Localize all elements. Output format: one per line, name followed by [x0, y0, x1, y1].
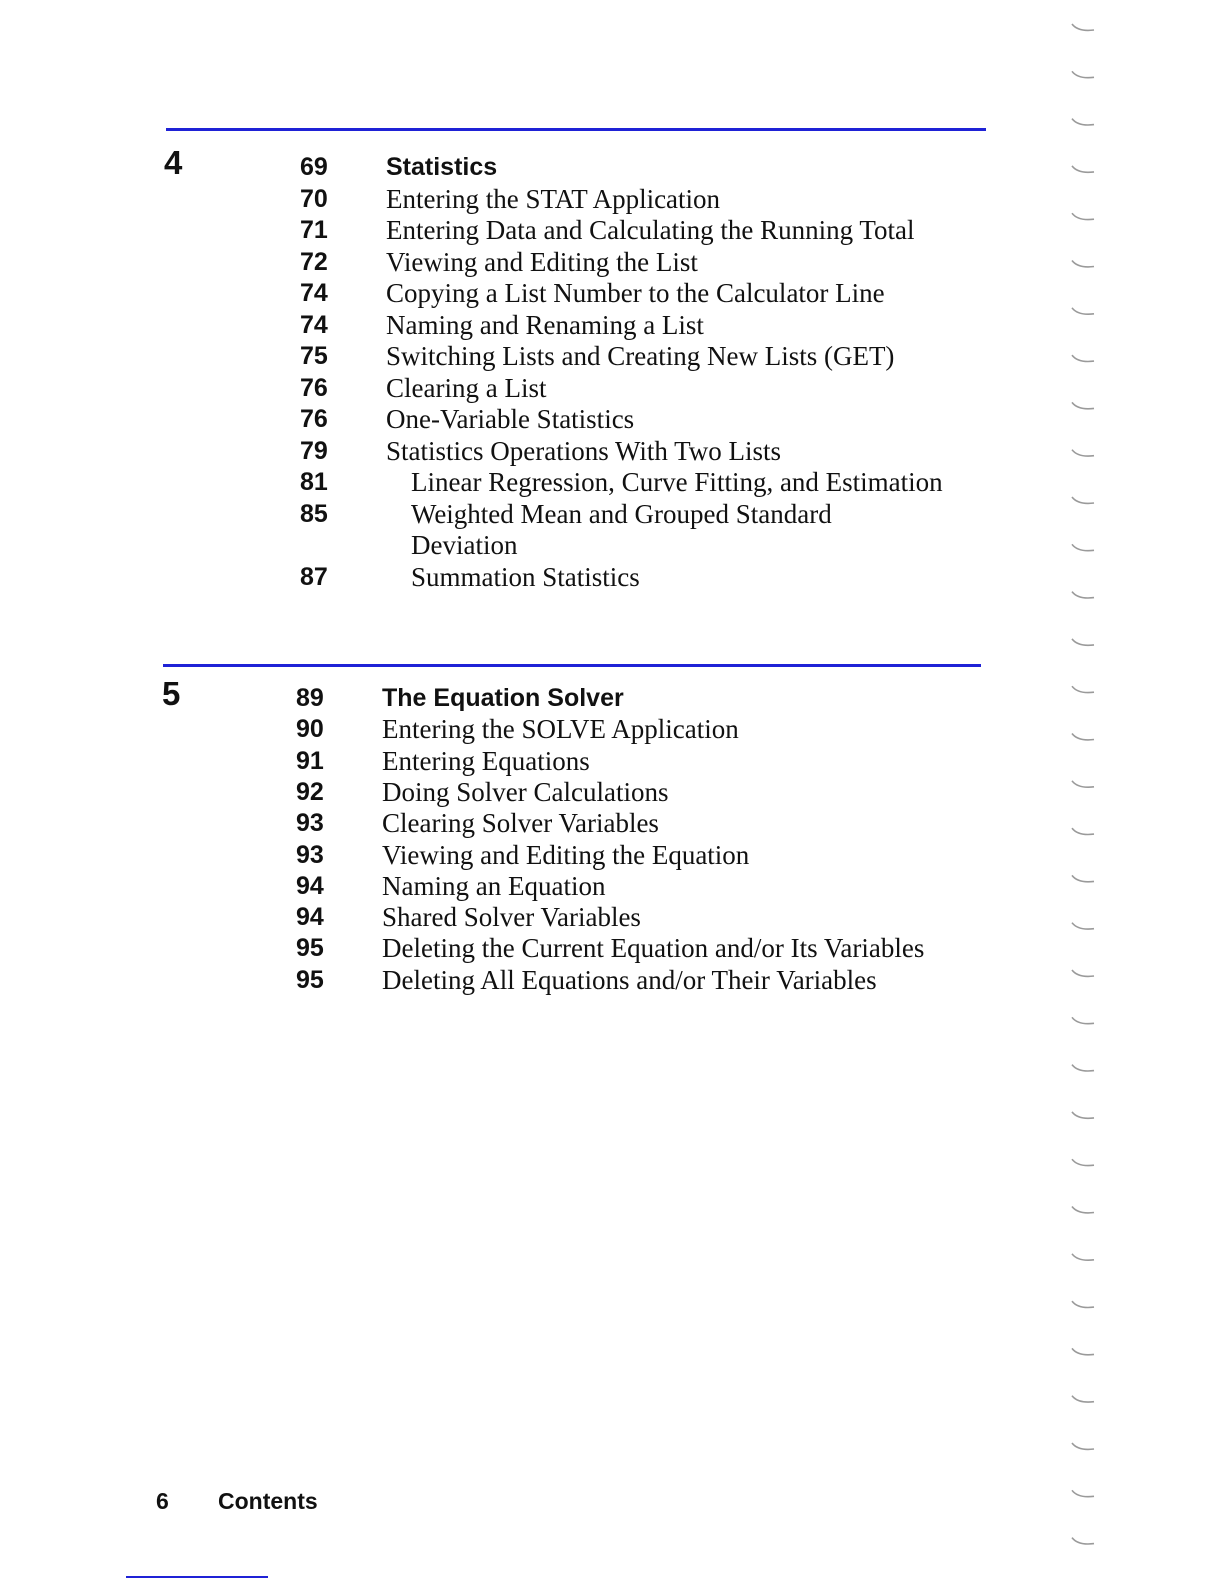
binding-mark — [1072, 1443, 1094, 1449]
toc-entry — [0, 340, 1000, 372]
toc-entry-title: Doing Solver Calculations — [382, 776, 669, 807]
toc-entry — [0, 964, 1000, 996]
binding-mark — [1072, 828, 1094, 834]
toc-entry — [0, 682, 1000, 714]
bottom-divider — [126, 1576, 268, 1578]
toc-entry-title: Entering Equations — [382, 745, 590, 776]
binding-mark — [1072, 402, 1094, 408]
toc-entry-title: Entering the SOLVE Application — [382, 714, 739, 745]
toc-entry — [0, 901, 1000, 933]
toc-entry-title: Linear Regression, Curve Fitting, and Estimation — [411, 467, 943, 497]
toc-entry-title: Naming an Equation — [382, 870, 606, 901]
toc-entry — [0, 870, 1000, 902]
footer-page-number: 6 — [156, 1488, 169, 1514]
toc-entry — [0, 529, 1000, 561]
toc-page-number: 93 — [296, 809, 324, 838]
binding-mark — [1072, 355, 1094, 361]
toc-entry-title: Clearing Solver Variables — [382, 808, 659, 839]
toc-page-number: 79 — [300, 436, 328, 465]
toc-page-number: 90 — [296, 715, 324, 744]
toc-entry-title: Summation Statistics — [411, 561, 640, 592]
toc-page-number: 74 — [300, 279, 328, 307]
binding-mark — [1072, 450, 1094, 456]
chapter-5-divider — [163, 664, 981, 667]
toc-page-number: 81 — [300, 468, 328, 496]
binding-mark — [1072, 923, 1094, 929]
toc-entry — [0, 151, 1000, 183]
toc-page-number: 69 — [300, 153, 328, 181]
toc-entry — [0, 403, 1000, 435]
toc-entry — [0, 183, 1000, 215]
toc-entry-title: Copying a List Number to the Calculator Line — [386, 278, 885, 308]
toc-page-number: 75 — [300, 342, 328, 370]
toc-page-number: 71 — [300, 216, 328, 244]
toc-page-number: 72 — [300, 247, 328, 276]
toc-entry — [0, 839, 1000, 871]
binding-mark — [1072, 1301, 1094, 1307]
binding-mark — [1072, 1490, 1094, 1496]
binding-mark — [1072, 1254, 1094, 1260]
binding-mark — [1072, 734, 1094, 740]
chapter-4-divider — [166, 128, 986, 131]
toc-entry-title: Clearing a List — [386, 372, 547, 403]
toc-page-number: 89 — [296, 684, 324, 712]
binding-mark — [1072, 686, 1094, 692]
toc-entry-title: Entering Data and Calculating the Running Total — [386, 215, 915, 245]
toc-entry — [0, 309, 1000, 341]
binding-mark — [1072, 875, 1094, 881]
chapter-title: The Equation Solver — [382, 684, 624, 712]
toc-entry — [0, 932, 1000, 964]
chapter-5-number: 5 — [162, 675, 181, 712]
binding-mark — [1072, 261, 1094, 267]
toc-entry — [0, 713, 1000, 745]
toc-entry — [0, 807, 1000, 839]
binding-mark — [1072, 544, 1094, 550]
binding-mark — [1072, 497, 1094, 503]
toc-page-number: 93 — [296, 840, 324, 869]
toc-entry-title: Naming and Renaming a List — [386, 309, 704, 340]
binding-mark — [1072, 24, 1094, 30]
toc-page-number: 95 — [296, 934, 324, 963]
toc-entry-title: Shared Solver Variables — [382, 902, 641, 933]
footer-label: Contents — [218, 1488, 318, 1514]
toc-entry-title: Weighted Mean and Grouped Standard — [411, 498, 832, 529]
toc-entry-title: Deleting the Current Equation and/or Its Variables — [382, 933, 925, 964]
binding-mark — [1072, 639, 1094, 645]
binding-mark — [1072, 1396, 1094, 1402]
toc-page-number: 87 — [300, 562, 328, 591]
toc-entry — [0, 214, 1000, 246]
binding-mark — [1072, 781, 1094, 787]
binding-mark — [1072, 1159, 1094, 1165]
toc-entry — [0, 776, 1000, 808]
toc-entry — [0, 246, 1000, 278]
toc-entry-title: Viewing and Editing the List — [386, 246, 698, 277]
binding-mark — [1072, 1017, 1094, 1023]
toc-entry-title: Statistics Operations With Two Lists — [386, 435, 782, 466]
toc-entry — [0, 277, 1000, 309]
toc-entry-title: Entering the STAT Application — [386, 183, 721, 214]
toc-page-number: 91 — [296, 746, 324, 775]
toc-entry-title: Deviation — [411, 530, 518, 560]
binding-mark — [1072, 1538, 1094, 1544]
binding-mark — [1072, 1065, 1094, 1071]
toc-page-number: 94 — [296, 903, 324, 932]
toc-entry-title: Viewing and Editing the Equation — [382, 839, 750, 870]
chapter-4-number: 4 — [164, 144, 183, 181]
toc-page-number: 95 — [296, 965, 324, 994]
toc-page-number: 92 — [296, 777, 324, 806]
binding-mark — [1072, 970, 1094, 976]
binding-mark — [1072, 1207, 1094, 1213]
toc-page-number: 85 — [300, 499, 328, 528]
toc-entry-title: Switching Lists and Creating New Lists (GET) — [386, 341, 895, 371]
toc-entry — [0, 435, 1000, 467]
toc-entry — [0, 466, 1000, 498]
toc-page-number: 76 — [300, 405, 328, 433]
toc-page-number: 76 — [300, 373, 328, 402]
binding-mark — [1072, 308, 1094, 314]
toc-entry — [0, 745, 1000, 777]
binding-mark — [1072, 119, 1094, 125]
binding-mark — [1072, 213, 1094, 219]
binding-mark — [1072, 71, 1094, 77]
toc-entry-title: One-Variable Statistics — [386, 404, 635, 434]
spiral-binding — [1068, 0, 1108, 1584]
toc-entry — [0, 561, 1000, 593]
toc-page-number: 74 — [300, 310, 328, 339]
toc-page-number: 70 — [300, 184, 328, 213]
toc-page-number: 94 — [296, 871, 324, 900]
binding-mark — [1072, 592, 1094, 598]
binding-mark — [1072, 1348, 1094, 1354]
binding-mark — [1072, 1112, 1094, 1118]
toc-entry-title: Deleting All Equations and/or Their Variables — [382, 964, 877, 995]
toc-entry — [0, 498, 1000, 530]
toc-entry — [0, 372, 1000, 404]
chapter-title: Statistics — [386, 153, 498, 181]
binding-mark — [1072, 166, 1094, 172]
